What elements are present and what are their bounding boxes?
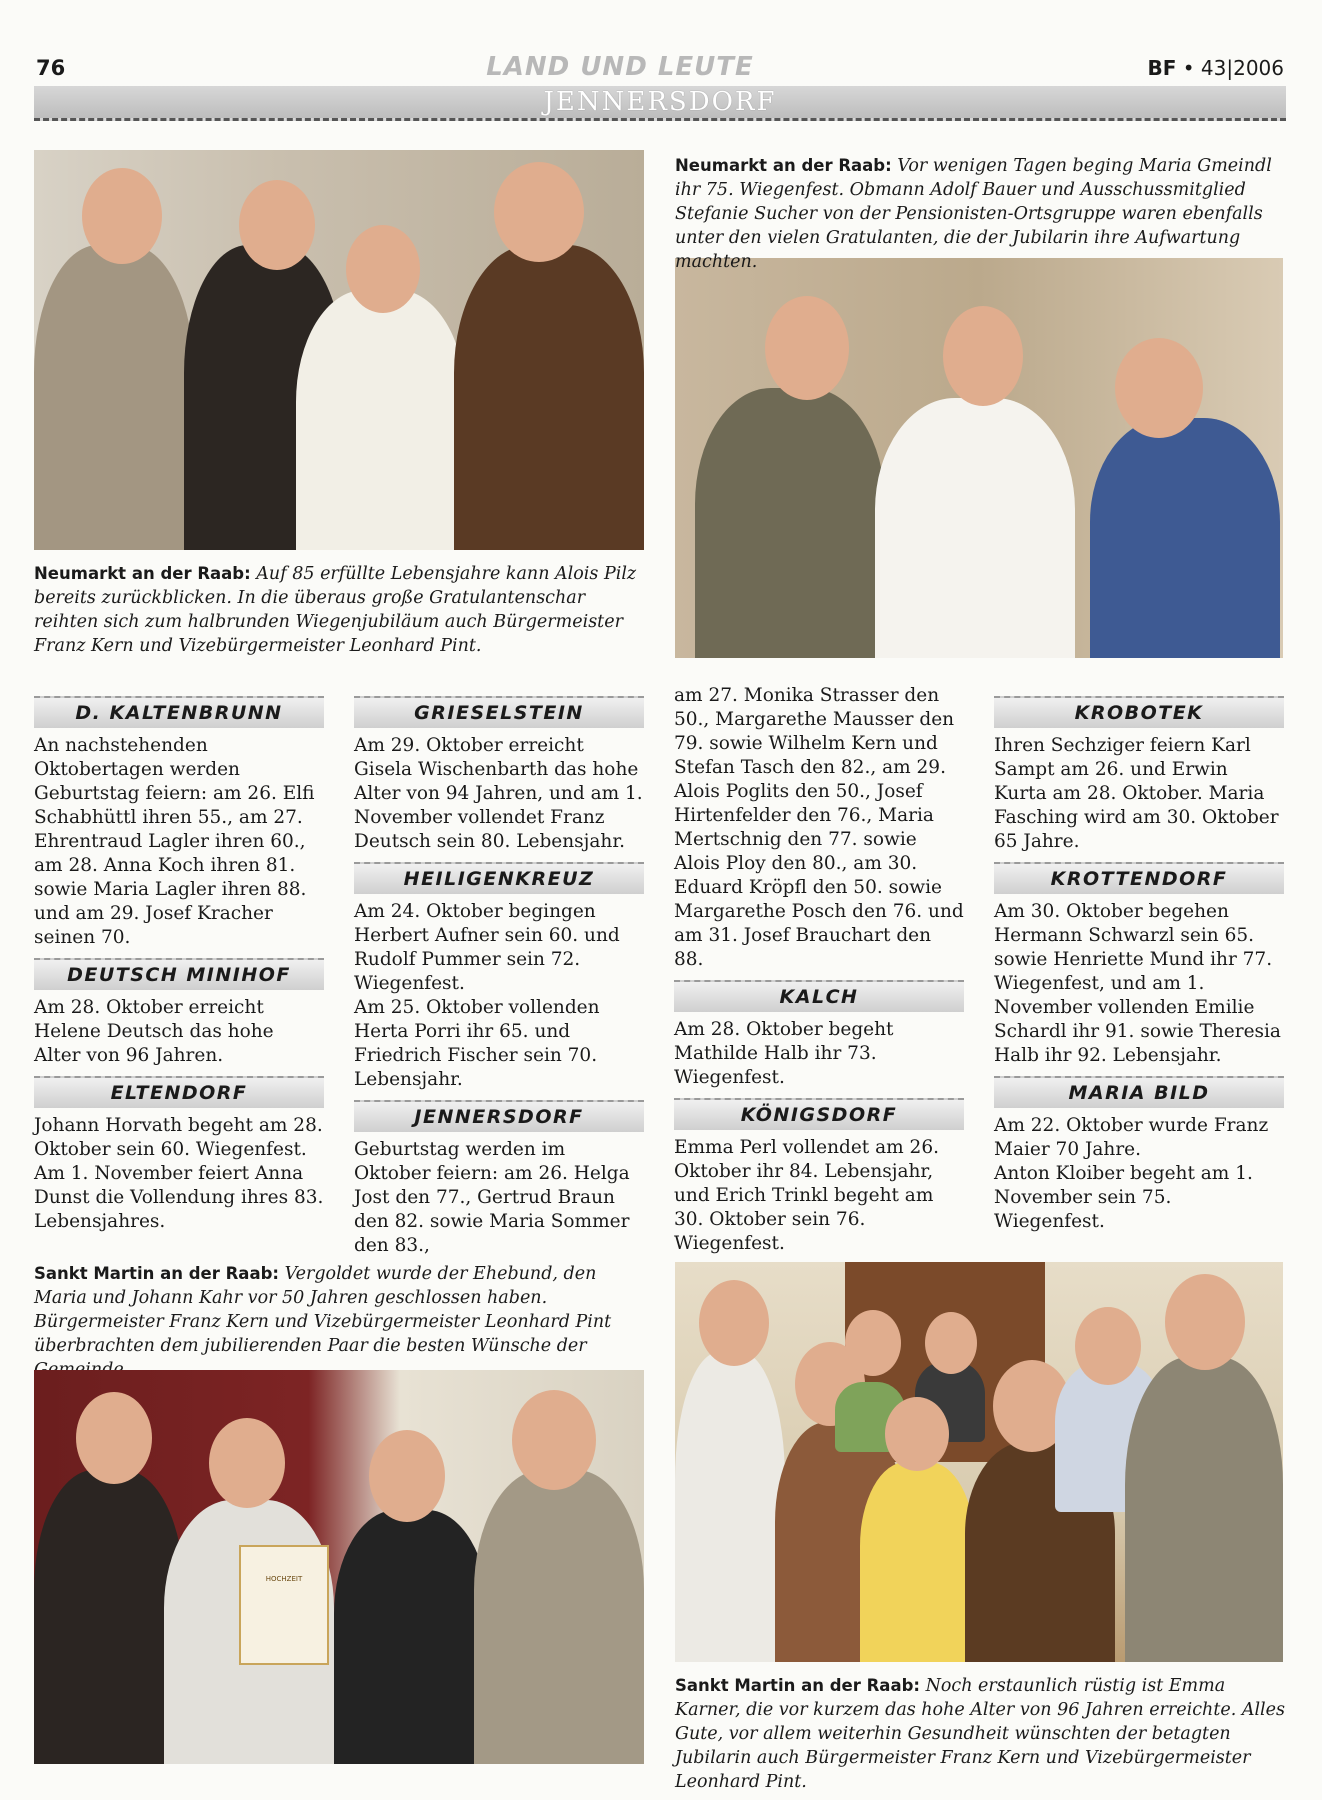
section-kicker: LAND UND LEUTE [486,52,754,82]
photo-person [1090,418,1280,658]
article-paragraph: Am 30. Oktober begehen Hermann Schwarzl sein 65. sowie Henriette Mund ihr 77. Wiegenfest, und am 1. November vollenden Emilie Schardl ihr 91. sowie Theresia Halb ihr 92. Lebensjahr. [994,901,1281,1066]
photo-person [860,1462,975,1662]
page-number: 76 [36,56,66,80]
photo-person [296,290,466,550]
caption-bottom-right [675,1674,1285,1794]
photo-person [1125,1357,1283,1662]
section-band [34,86,1286,121]
photo-person [34,1470,184,1764]
caption-top-left [34,562,644,658]
heading-krottendorf: KROTTENDORF [994,862,1284,894]
publication-name: BF [1147,56,1177,80]
photo-face [82,168,162,264]
article-paragraph: Am 24. Oktober begingen Herbert Aufner sein 60. und Rudolf Pummer sein 72. Wiegenfest. [354,901,620,994]
heading-grieselstein: GRIESELSTEIN [354,696,644,728]
column-3 [674,684,964,1256]
photo-face [925,1312,977,1374]
article-paragraph: Ihren Sechziger feiern Karl Sampt am 26. und Erwin Kurta am 28. Oktober. Maria Fasching wird am 30. Oktober 65 Jahre. [994,735,1279,852]
article-paragraph: Anton Kloiber begeht am 1. November sein 75. Wiegenfest. [994,1163,1253,1232]
photo-face [239,180,315,270]
photo-face [1115,338,1203,438]
photo-face [346,225,420,313]
photo-golden-wedding [34,1370,644,1764]
photo-face [369,1430,445,1522]
heading-kalch: KALCH [674,980,964,1012]
article-paragraph: Geburtstag werden im Oktober feiern: am 26. Helga Jost den 77., Gertrud Braun den 82. sowie Maria Sommer den 83., [354,1139,630,1256]
caption-top-right [675,154,1285,274]
caption-text: Vor wenigen Tagen beging Maria Gmeindl ihr 75. Wiegenfest. Obmann Adolf Bauer und Ausschussmitglied Stefanie Sucher von der Pensionisten-Ortsgruppe waren ebenfalls unter den vielen Gratulanten, die der Jubilarin ihre Aufwartung machten. [675,156,1272,272]
photo-face [845,1310,901,1376]
caption-bottom-left [34,1262,644,1382]
caption-text: Auf 85 erfüllte Lebensjahre kann Alois Pilz bereits zurückblicken. In die überaus große Gratulantenschar reihten sich zum halbrunden Wiegenjubiläum auch Bürgermeister Franz Kern und Vizebürgermeister Leonhard Pint. [34,564,637,656]
section-name: JENNERSDORF [543,87,777,117]
photo-person [474,1470,644,1764]
photo-person [875,398,1075,658]
photo-person [695,388,885,658]
photo-person [34,245,194,550]
heading-koenigsdorf: KÖNIGSDORF [674,1098,964,1130]
caption-text: Noch erstaunlich rüstig ist Emma Karner, die vor kurzem das hohe Alter von 96 Jahren erreichte. Alles Gute, vor allem weiterhin Gesundheit wünschten der betagten Jubilarin auch Bürgermeister Franz Kern und Vizebürgermeister Leonhard Pint. [675,1676,1285,1792]
article-paragraph: Am 22. Oktober wurde Franz Maier 70 Jahre. [994,1115,1269,1160]
article-paragraph: Am 28. Oktober begeht Mathilde Halb ihr 73. Wiegenfest. [674,1019,894,1088]
caption-place: Neumarkt an der Raab: [675,156,892,175]
heading-deutsch-minihof: DEUTSCH MINIHOF [34,958,324,990]
column-1 [34,696,324,1234]
photo-face [765,296,849,400]
heading-maria-bild: MARIA BILD [994,1076,1284,1108]
photo-maria-gmeindl [675,258,1283,658]
certificate-title: HOCHZEIT [265,1575,303,1583]
issue-info [1147,56,1284,80]
article-paragraph: Johann Horvath begeht am 28. Oktober sein 60. Wiegenfest. [34,1115,323,1160]
heading-krobotek: KROBOTEK [994,696,1284,728]
photo-alois-pilz [34,150,644,550]
heading-heiligenkreuz: HEILIGENKREUZ [354,862,644,894]
article-paragraph: am 27. Monika Strasser den 50., Margarethe Mausser den 79. sowie Wilhelm Kern und Stefan Tasch den 82., am 29. Alois Poglits den 50., Josef Hirtenfelder den 76., Maria Mertschnig den 77. sowie Alois Ploy den 80., am 30. Eduard Kröpfl den 50. sowie Margarethe Posch den 76. und am 31. Josef Brauchart den 88. [674,685,964,970]
column-4 [994,696,1284,1234]
photo-face [209,1418,285,1508]
article-paragraph: Am 25. Oktober vollenden Herta Porri ihr 65. und Friedrich Fischer sein 70. Lebensjahr. [354,997,600,1090]
photo-face [76,1392,152,1484]
article-paragraph: Am 1. November feiert Anna Dunst die Vollendung ihres 83. Lebensjahres. [34,1163,324,1232]
article-paragraph: Am 28. Oktober erreicht Helene Deutsch das hohe Alter von 96 Jahren. [34,997,274,1066]
photo-face [512,1390,596,1490]
heading-d-kaltenbrunn: D. KALTENBRUNN [34,696,324,728]
article-paragraph: Am 29. Oktober erreicht Gisela Wischenbarth das hohe Alter von 94 Jahren, und am 1. November vollendet Franz Deutsch sein 80. Lebensjahr. [354,735,643,852]
photo-person [334,1510,489,1764]
column-2 [354,696,644,1258]
heading-jennersdorf: JENNERSDORF [354,1100,644,1132]
caption-place: Sankt Martin an der Raab: [675,1676,920,1695]
photo-person [675,1352,785,1662]
photo-face [494,162,584,262]
heading-eltendorf: ELTENDORF [34,1076,324,1108]
wedding-certificate [239,1545,329,1665]
photo-face [1165,1274,1245,1370]
photo-face [1075,1307,1141,1385]
photo-emma-karner [675,1262,1283,1662]
caption-place: Neumarkt an der Raab: [34,564,251,583]
caption-text: Vergoldet wurde der Ehebund, den Maria und Johann Kahr vor 50 Jahren geschlossen haben. Bürgermeister Franz Kern und Vizebürgermeister Leonhard Pint überbrachten dem jubilierenden Paar die besten Wünsche der [34,1264,612,1356]
photo-person [454,245,644,550]
photo-face [885,1397,949,1471]
article-paragraph: An nachstehenden Oktobertagen werden Geburtstag feiern: am 26. Elfi Schabhüttl ihren 55., am 27. Ehrentraud Lagler ihren 60., am 28. Anna Koch ihren 81. sowie Maria Lagler ihren 88. und am 29. Josef Kracher seinen 70. [34,735,315,948]
caption-place: Sankt Martin an der Raab: [34,1264,279,1283]
issue-number: 43|2006 [1200,56,1284,80]
photo-face [943,306,1023,406]
article-paragraph: Emma Perl vollendet am 26. Oktober ihr 84. Lebensjahr, und Erich Trinkl begeht am 30. Oktober sein 76. Wiegenfest. [674,1137,939,1254]
photo-face [699,1280,769,1366]
bullet-separator: • [1182,56,1201,80]
